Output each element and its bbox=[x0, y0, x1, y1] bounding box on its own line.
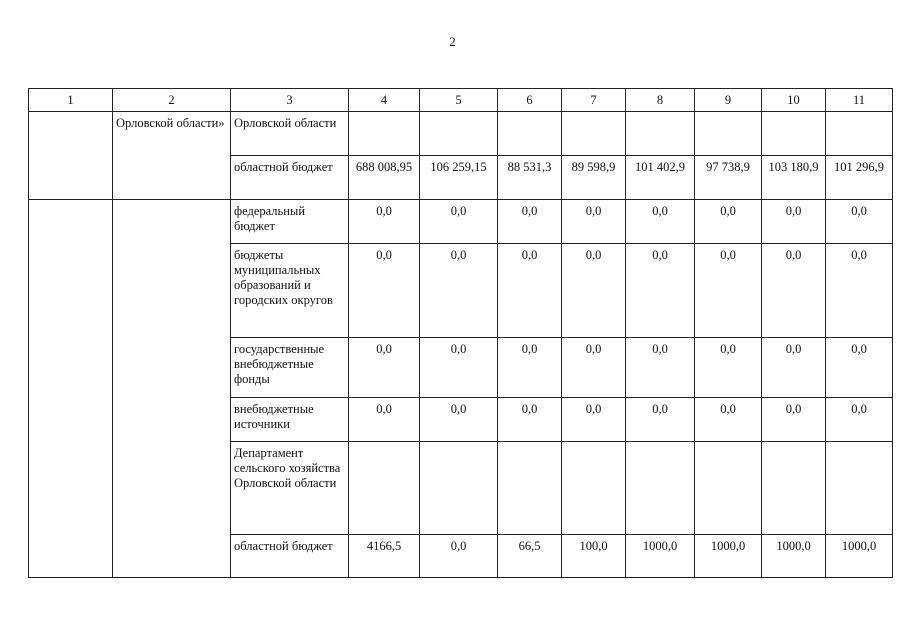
value-cell: 1000,0 bbox=[826, 535, 893, 578]
value-cell bbox=[695, 112, 762, 156]
column-header: 9 bbox=[695, 89, 762, 112]
value-cell bbox=[826, 442, 893, 535]
value-cell: 89 598,9 bbox=[562, 156, 626, 200]
value-cell: 0,0 bbox=[349, 244, 420, 338]
value-cell: 0,0 bbox=[695, 398, 762, 442]
value-cell: 0,0 bbox=[498, 244, 562, 338]
page-number: 2 bbox=[449, 34, 456, 49]
column-header: 4 bbox=[349, 89, 420, 112]
column-header: 10 bbox=[762, 89, 826, 112]
value-cell bbox=[695, 442, 762, 535]
value-cell: 688 008,95 bbox=[349, 156, 420, 200]
value-cell: 0,0 bbox=[420, 398, 498, 442]
value-cell bbox=[420, 442, 498, 535]
funding-source-cell: областной бюджет bbox=[231, 156, 349, 200]
value-cell: 0,0 bbox=[562, 244, 626, 338]
value-cell: 100,0 bbox=[562, 535, 626, 578]
value-cell bbox=[762, 112, 826, 156]
column-header: 3 bbox=[231, 89, 349, 112]
funding-source-cell: Орловской области bbox=[231, 112, 349, 156]
value-cell: 0,0 bbox=[498, 398, 562, 442]
value-cell: 0,0 bbox=[626, 338, 695, 398]
value-cell: 0,0 bbox=[626, 200, 695, 244]
value-cell: 0,0 bbox=[695, 244, 762, 338]
column-header: 5 bbox=[420, 89, 498, 112]
column-header: 11 bbox=[826, 89, 893, 112]
column-header: 7 bbox=[562, 89, 626, 112]
value-cell: 0,0 bbox=[349, 338, 420, 398]
value-cell: 0,0 bbox=[695, 338, 762, 398]
header-row bbox=[29, 89, 893, 112]
value-cell: 0,0 bbox=[762, 244, 826, 338]
program-number-cell bbox=[29, 112, 113, 200]
value-cell: 106 259,15 bbox=[420, 156, 498, 200]
column-header: 2 bbox=[113, 89, 231, 112]
value-cell bbox=[420, 112, 498, 156]
program-number-cell bbox=[29, 200, 113, 578]
value-cell: 0,0 bbox=[762, 338, 826, 398]
value-cell bbox=[349, 442, 420, 535]
value-cell: 0,0 bbox=[562, 398, 626, 442]
value-cell bbox=[562, 112, 626, 156]
value-cell bbox=[626, 112, 695, 156]
value-cell: 0,0 bbox=[695, 200, 762, 244]
value-cell: 103 180,9 bbox=[762, 156, 826, 200]
value-cell: 0,0 bbox=[826, 244, 893, 338]
program-name-cell: Орловской области» bbox=[113, 112, 231, 200]
value-cell: 1000,0 bbox=[762, 535, 826, 578]
value-cell: 0,0 bbox=[826, 338, 893, 398]
value-cell: 66,5 bbox=[498, 535, 562, 578]
value-cell: 1000,0 bbox=[626, 535, 695, 578]
value-cell bbox=[498, 442, 562, 535]
funding-source-cell: внебюджетные источники bbox=[231, 398, 349, 442]
value-cell: 0,0 bbox=[349, 200, 420, 244]
value-cell: 0,0 bbox=[626, 244, 695, 338]
value-cell: 0,0 bbox=[498, 200, 562, 244]
funding-source-cell: областной бюджет bbox=[231, 535, 349, 578]
value-cell bbox=[762, 442, 826, 535]
table-row bbox=[29, 112, 893, 156]
value-cell: 0,0 bbox=[562, 200, 626, 244]
value-cell: 0,0 bbox=[626, 398, 695, 442]
value-cell bbox=[498, 112, 562, 156]
table-row bbox=[29, 200, 893, 244]
funding-source-cell: государственные внебюджетные фонды bbox=[231, 338, 349, 398]
value-cell: 1000,0 bbox=[695, 535, 762, 578]
value-cell: 0,0 bbox=[762, 398, 826, 442]
value-cell: 101 296,9 bbox=[826, 156, 893, 200]
value-cell bbox=[349, 112, 420, 156]
value-cell: 0,0 bbox=[762, 200, 826, 244]
value-cell: 97 738,9 bbox=[695, 156, 762, 200]
value-cell: 0,0 bbox=[498, 338, 562, 398]
value-cell: 101 402,9 bbox=[626, 156, 695, 200]
column-header: 6 bbox=[498, 89, 562, 112]
value-cell: 4166,5 bbox=[349, 535, 420, 578]
column-header: 8 bbox=[626, 89, 695, 112]
funding-source-cell: федеральный бюджет bbox=[231, 200, 349, 244]
value-cell bbox=[562, 442, 626, 535]
value-cell: 0,0 bbox=[420, 338, 498, 398]
budget-table bbox=[28, 88, 893, 578]
value-cell: 0,0 bbox=[826, 200, 893, 244]
column-header: 1 bbox=[29, 89, 113, 112]
value-cell: 0,0 bbox=[349, 398, 420, 442]
value-cell: 0,0 bbox=[826, 398, 893, 442]
value-cell bbox=[826, 112, 893, 156]
value-cell bbox=[626, 442, 695, 535]
funding-source-cell: Департамент сельского хозяйства Орловской области bbox=[231, 442, 349, 535]
value-cell: 0,0 bbox=[420, 535, 498, 578]
value-cell: 0,0 bbox=[562, 338, 626, 398]
value-cell: 0,0 bbox=[420, 244, 498, 338]
program-name-cell bbox=[113, 200, 231, 578]
value-cell: 0,0 bbox=[420, 200, 498, 244]
funding-source-cell: бюджеты муниципальных образований и городских округов bbox=[231, 244, 349, 338]
value-cell: 88 531,3 bbox=[498, 156, 562, 200]
